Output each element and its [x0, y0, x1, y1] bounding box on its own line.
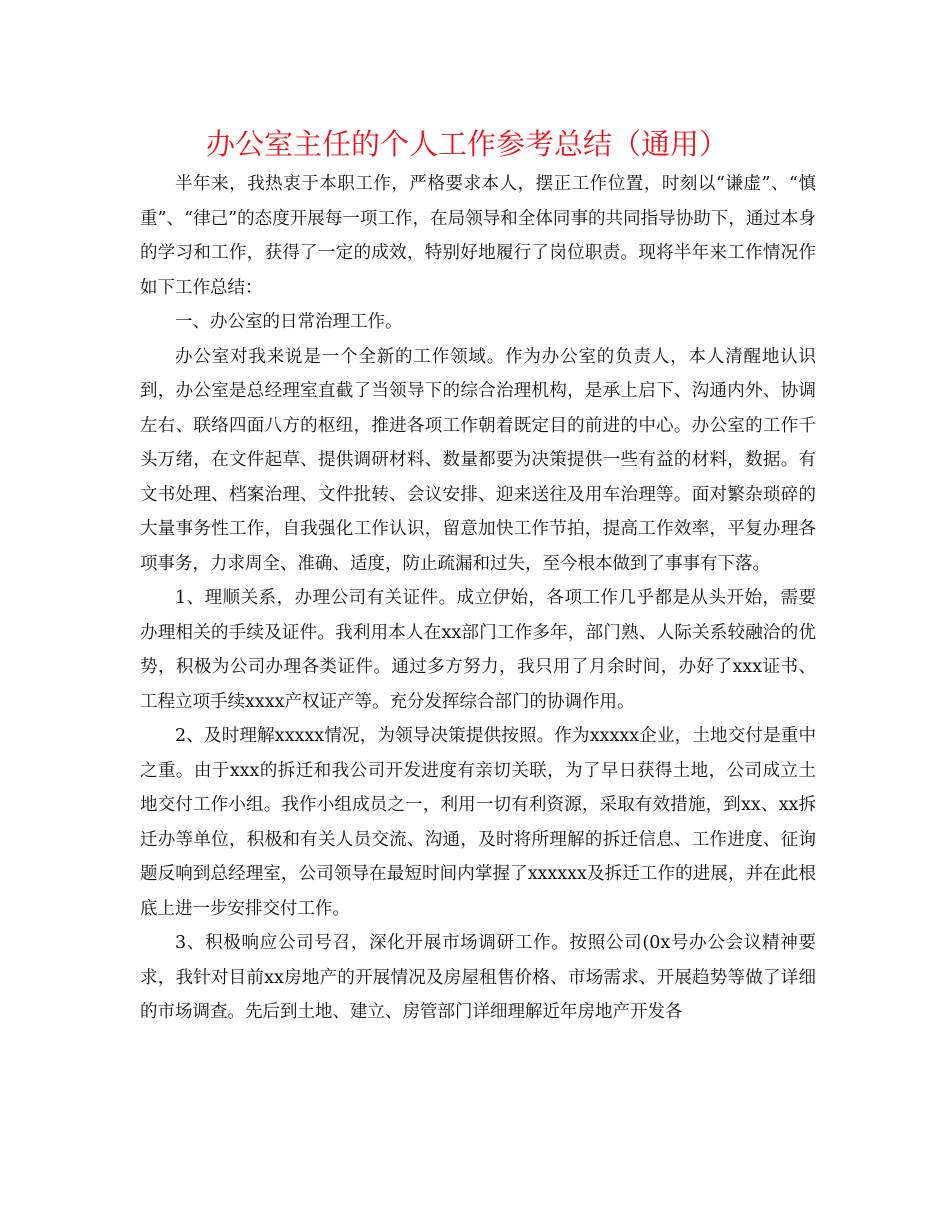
- paragraph: 办公室对我来说是一个全新的工作领域。作为办公室的负责人，本人清醒地认识到，办公室是总经理室直截了当领导下的综合治理机构，是承上启下、沟通内外、协调左右、联络四面八方的枢纽，推进各项工作朝着既定目的前进的中心。办公室的工作千头万绪，在文件起草、提供调研材料、数量都要为决策提供一些有益的材料，数据。有文书处理、档案治理、文件批转、会议安排、迎来送往及用车治理等。面对繁杂琐碎的大量事务性工作，自我强化工作认识，留意加快工作节拍，提高工作效率，平复办理各项事务，力求周全、准确、适度，防止疏漏和过失，至今根本做到了事事有下落。: [140, 346, 816, 574]
- document-body: [140, 167, 816, 1030]
- paragraph: 半年来，我热衷于本职工作，严格要求本人，摆正工作位置，时刻以“谦虚”、“慎重”、“律己”的态度开展每一项工作，在局领导和全体同事的共同指导协助下，通过本身的学习和工作，获得了一定的成效，特别好地履行了岗位职责。现将半年来工作情况作如下工作总结：: [140, 174, 816, 298]
- paragraph: 1、理顺关系，办理公司有关证件。成立伊始，各项工作几乎都是从头开始，需要办理相关的手续及证件。我利用本人在xx部门工作多年，部门熟、人际关系较融洽的优势，积极为公司办理各类证件。通过多方努力，我只用了月余时间，办好了xxx证书、工程立项手续xxxx产权证产等。充分发挥综合部门的协调作用。: [140, 588, 816, 712]
- paragraph: 3、积极响应公司号召，深化开展市场调研工作。按照公司(0x号办公会议精神要求，我针对目前xx房地产的开展情况及房屋租售价格、市场需求、开展趋势等做了详细的市场调查。先后到土地、建立、房管部门详细理解近年房地产开发各: [140, 933, 816, 1022]
- paragraph: 2、及时理解xxxxx情况，为领导决策提供按照。作为xxxxx企业，土地交付是重中之重。由于xxx的拆迁和我公司开发进度有亲切关联，为了早日获得土地，公司成立土地交付工作小组。我作小组成员之一，利用一切有利资源，采取有效措施，到xx、xx拆迁办等单位，积极和有关人员交流、沟通，及时将所理解的拆迁信息、工作进度、征询题反响到总经理室，公司领导在最短时间内掌握了xxxxxx及拆迁工作的进展，并在此根底上进一步安排交付工作。: [140, 726, 816, 919]
- document-title: 办公室主任的个人工作参考总结（通用）: [205, 127, 728, 161]
- section-heading: 一、办公室的日常治理工作。: [175, 312, 403, 332]
